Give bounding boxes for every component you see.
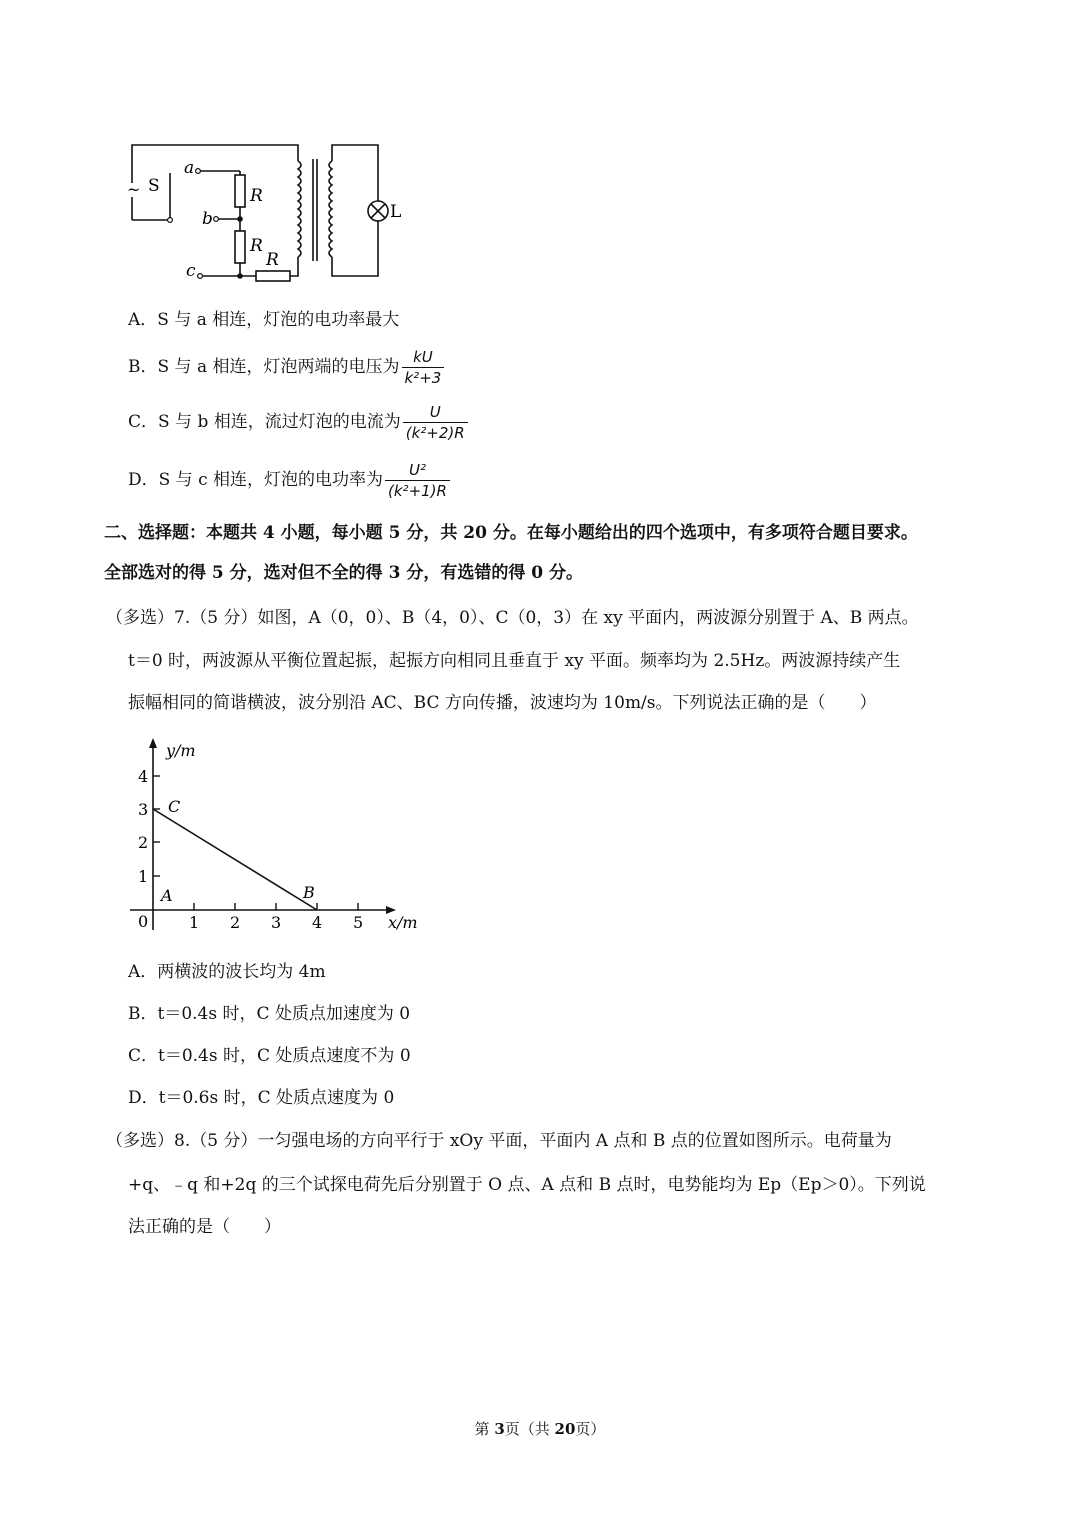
q8-line-1: （多选）8.（5 分）一匀强电场的方向平行于 xOy 平面，平面内 A 点和 B 点的位置如图所示。电荷量为 [106, 1131, 892, 1151]
point-c-label: C [168, 797, 181, 816]
q6-option-c [128, 403, 468, 442]
q8-line-2: +q、﹣q 和+2q 的三个试探电荷先后分别置于 O 点、A 点和 B 点时，电势能均为 Ep（Ep＞0）。下列说 [128, 1175, 926, 1195]
q6-option-c-text: C．S 与 b 相连，流过灯泡的电流为 [128, 412, 401, 432]
y-tick-4: 4 [138, 767, 149, 786]
y-tick-1: 1 [138, 867, 149, 886]
q7-option-b: B．t＝0.4s 时，C 处质点加速度为 0 [128, 1004, 411, 1024]
x-tick-4: 4 [312, 913, 323, 932]
line-bc [153, 809, 317, 910]
q6-option-a-text: A．S 与 a 相连，灯泡的电功率最大 [128, 310, 400, 330]
q6-option-d-text: D．S 与 c 相连，灯泡的电功率为 [128, 470, 384, 490]
x-tick-1: 1 [189, 913, 200, 932]
q6-option-b-fraction [402, 348, 445, 387]
x-axis-label: x/m [388, 913, 418, 932]
resistor-2-label: R [250, 236, 263, 256]
origin-label: 0 [138, 912, 149, 931]
lamp-label: L [390, 202, 402, 222]
fraction-numerator: U [429, 403, 441, 421]
resistor-3-label: R [266, 250, 279, 270]
x-tick-3: 3 [271, 913, 282, 932]
terminal-c-label: c [186, 261, 196, 281]
q7-option-c: C．t＝0.4s 时，C 处质点速度不为 0 [128, 1046, 411, 1066]
q6-option-d-fraction [385, 461, 450, 500]
point-a-label: A [161, 886, 173, 905]
q7-line-1: （多选）7.（5 分）如图，A（0，0）、B（4，0）、C（0，3）在 xy 平面内，两波源分别置于 A、B 两点。 [106, 608, 919, 628]
section-2-heading [104, 520, 984, 586]
footer-total-pages: 20 [554, 1420, 576, 1438]
q7-coordinate-graph [120, 730, 440, 940]
ac-symbol: ~ [127, 180, 141, 199]
q7-option-a: A．两横波的波长均为 4m [128, 962, 326, 982]
q6-option-c-fraction [403, 403, 468, 442]
footer-suffix: 页） [575, 1420, 606, 1438]
fraction-numerator: kU [413, 348, 433, 366]
q8-line-3: 法正确的是（ ） [128, 1217, 281, 1237]
y-axis-arrow-icon [149, 738, 157, 748]
fraction-numerator: U² [408, 461, 426, 479]
x-tick-5: 5 [353, 913, 364, 932]
terminal-b-label: b [202, 209, 213, 229]
q7-option-d: D．t＝0.6s 时，C 处质点速度为 0 [128, 1088, 395, 1108]
switch-label: S [148, 176, 160, 196]
y-axis-label: y/m [166, 741, 196, 760]
fraction-denominator: (k²+2)R [403, 422, 468, 442]
footer-prefix: 第 [474, 1420, 495, 1438]
fraction-denominator: k²+3 [402, 367, 445, 387]
section-2-line-2: 全部选对的得 5 分，选对但不全的得 3 分，有选错的得 0 分。 [104, 563, 583, 583]
footer-middle: 页（共 [504, 1420, 555, 1438]
page-footer [0, 1418, 1080, 1439]
footer-page-number: 3 [494, 1420, 505, 1438]
q6-option-b-text: B．S 与 a 相连，灯泡两端的电压为 [128, 357, 400, 377]
q7-line-3: 振幅相同的简谐横波，波分别沿 AC、BC 方向传播，波速均为 10m/s。下列说法正确的是（ ） [128, 693, 877, 713]
q7-line-2: t＝0 时，两波源从平衡位置起振，起振方向相同且垂直于 xy 平面。频率均为 2.5Hz。两波源持续产生 [128, 651, 901, 671]
circuit-diagram [120, 135, 420, 285]
q6-option-a [128, 308, 399, 332]
y-tick-3: 3 [138, 800, 149, 819]
q6-option-b [128, 348, 444, 387]
terminal-a-label: a [184, 158, 195, 178]
fraction-denominator: (k²+1)R [385, 480, 450, 500]
q6-option-d [128, 461, 450, 500]
point-b-label: B [303, 883, 315, 902]
section-2-line-1: 二、选择题：本题共 4 小题，每小题 5 分，共 20 分。在每小题给出的四个选项中，有多项符合题目要求。 [104, 523, 918, 543]
x-tick-2: 2 [230, 913, 241, 932]
resistor-1-label: R [250, 186, 263, 206]
y-tick-2: 2 [138, 833, 149, 852]
